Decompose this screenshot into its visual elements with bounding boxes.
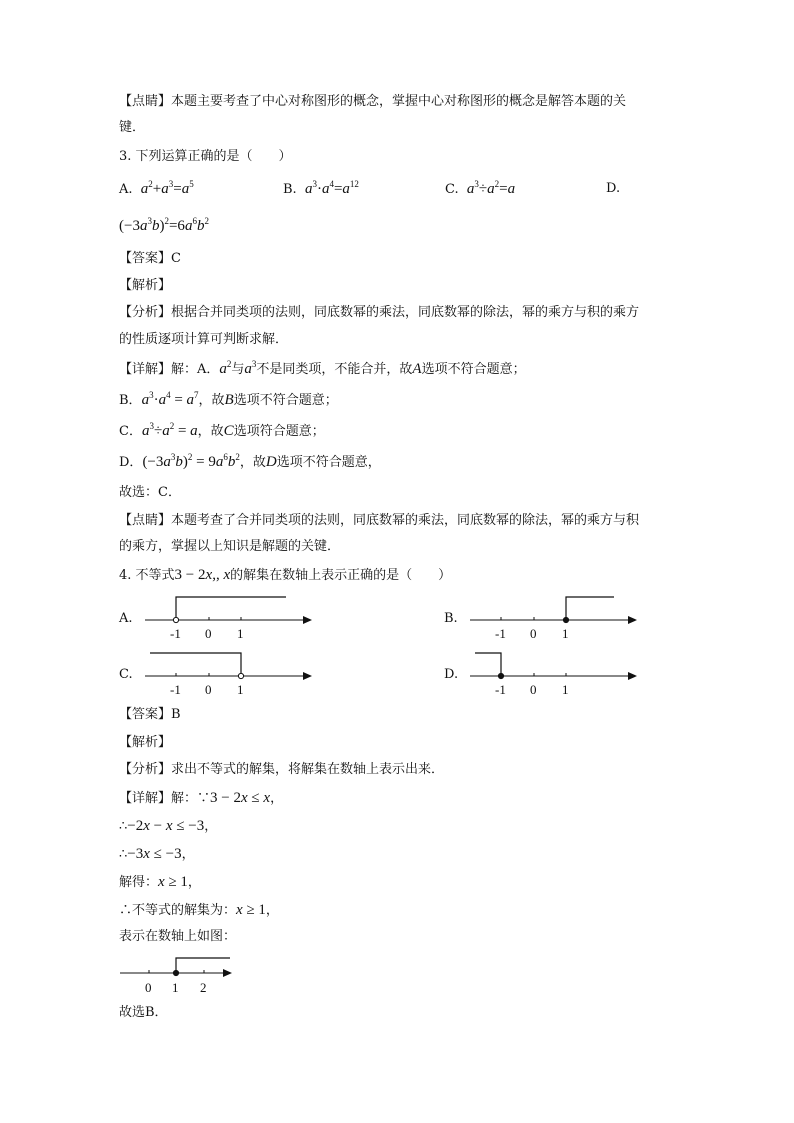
q4-stem: 4. 不等式3 − 2x,, x的解集在数轴上表示正确的是（ ）	[119, 567, 452, 583]
q3-stem: 3. 下列运算正确的是（ ）	[119, 149, 292, 164]
q3-option-c-formula: $a^3\div a^2=a$	[466, 179, 516, 197]
q4-option-d-label: D.	[444, 667, 459, 682]
tick-label: -1	[170, 682, 181, 697]
q4-detail-4: 解得：x ≥ 1，	[119, 874, 201, 890]
q3-option-a-label: A.	[119, 182, 133, 197]
tick-label: 0	[205, 626, 212, 641]
q3-answer: 【答案】C	[119, 251, 181, 266]
tick-label: 0	[145, 980, 152, 995]
q4-option-c-number-line	[140, 646, 320, 701]
tick-label: 0	[530, 682, 537, 697]
q2-comment-line1: 【点睛】本题主要考查了中心对称图形的概念，掌握中心对称图形的概念是解答本题的关	[119, 94, 627, 109]
q3-fenxi-line1: 【分析】根据合并同类项的法则，同底数幂的乘法，同底数幂的除法，幂的乘方与积的乘方	[119, 305, 640, 320]
q4-detail-1: 【详解】解：∵3 − 2x ≤ x，	[119, 790, 284, 806]
tick-label: 0	[530, 626, 537, 641]
q3-option-b	[283, 180, 359, 199]
tick-label: -1	[495, 626, 506, 641]
q4-option-d-number-line	[465, 646, 645, 701]
q3-detail-c: C．$a^3\div a^2 = a$，故C选项符合题意；	[119, 421, 325, 439]
q3-option-a-formula: $a^2+a^3=a^5$	[140, 179, 194, 197]
tick-label: -1	[170, 626, 181, 641]
q4-show-on-axis: 表示在数轴上如图：	[119, 929, 237, 944]
tick-label: 2	[200, 980, 207, 995]
q3-comment-line1: 【点睛】本题考查了合并同类项的法则，同底数幂的乘法，同底数幂的除法，幂的乘方与积	[119, 513, 640, 528]
q3-comment-line2: 的乘方，掌握以上知识是解题的关键．	[119, 539, 341, 554]
tick-label: 1	[562, 682, 569, 697]
q4-choose: 故选B．	[119, 1005, 168, 1020]
tick-label: 0	[205, 682, 212, 697]
q4-option-b-label: B.	[444, 611, 458, 626]
q3-choose: 故选：C．	[119, 485, 181, 500]
q3-analysis-heading: 【解析】	[119, 278, 172, 293]
q4-detail-2: ∴−2x − x ≤ −3，	[119, 818, 218, 834]
q4-answer: 【答案】B	[119, 707, 181, 722]
q4-option-b-number-line	[465, 590, 645, 645]
q3-detail-d: D．$(-3a^3b)^2 = 9a^6b^2$，故D选项不符合题意，	[119, 452, 381, 470]
tick-label: 1	[172, 980, 179, 995]
q2-comment-line2: 键．	[119, 120, 146, 135]
q4-option-a-label: A.	[119, 611, 133, 626]
tick-label: 1	[237, 682, 244, 697]
q3-option-d-label: D.	[606, 181, 621, 196]
q3-detail-a: 【详解】解：A．$a^2$与$a^3$不是同类项，不能合并，故A选项不符合题意；	[119, 359, 526, 377]
tick-label: 1	[562, 626, 569, 641]
q4-detail-3: ∴−3x ≤ −3，	[119, 846, 195, 862]
q3-option-b-formula: $a^3\cdot a^4=a^{12}$	[304, 179, 359, 197]
q4-analysis-heading: 【解析】	[119, 735, 172, 750]
q4-option-c-label: C.	[119, 667, 133, 682]
q3-option-a	[119, 180, 194, 199]
q3-option-c	[445, 180, 515, 199]
q4-detail-5: ∴不等式的解集为：x ≥ 1，	[119, 902, 279, 918]
q3-detail-b: B．$a^3\cdot a^4 = a^7$，故B选项不符合题意；	[119, 390, 338, 408]
q4-solution-number-line	[116, 952, 246, 997]
q3-option-c-label: C.	[445, 182, 459, 197]
q4-fenxi: 【分析】求出不等式的解集，将解集在数轴上表示出来．	[119, 762, 445, 777]
q3-fenxi-line2: 的性质逐项计算可判断求解．	[119, 332, 289, 347]
tick-label: 1	[237, 626, 244, 641]
tick-label: -1	[495, 682, 506, 697]
q4-option-a-number-line	[140, 590, 320, 645]
q3-option-d-formula: $(-3a^3b)^2=6a^6b^2$	[119, 216, 209, 234]
q3-option-b-label: B.	[283, 182, 297, 197]
